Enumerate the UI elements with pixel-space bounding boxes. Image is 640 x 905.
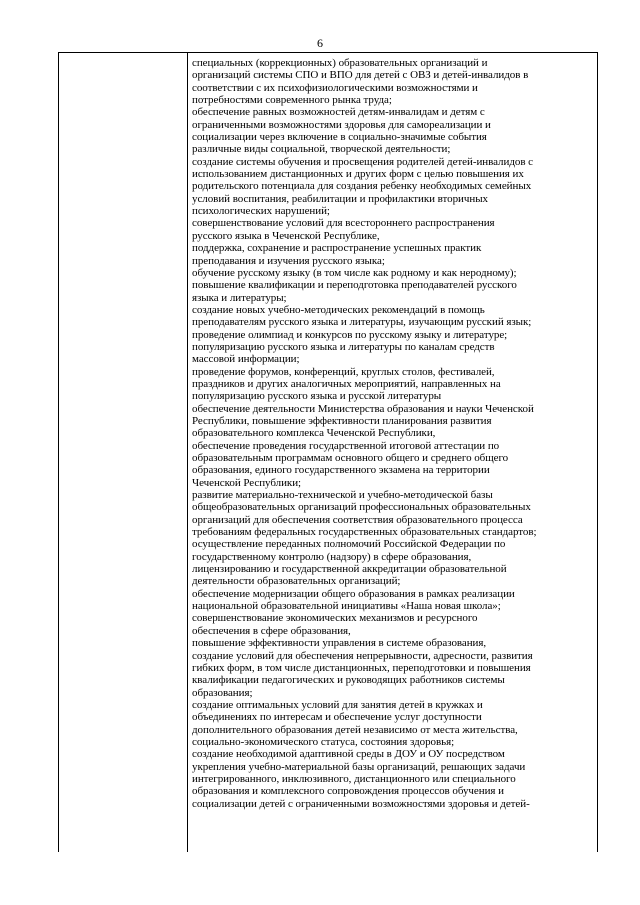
text-line: русского языка в Чеченской Республике, (192, 229, 380, 242)
text-line: совершенствование экономических механизмов и ресурсного (192, 612, 478, 625)
text-line: обеспечение равных возможностей детям-инвалидам и детям с (192, 106, 485, 119)
text-line: организаций системы СПО и ВПО для детей с ОВЗ и детей-инвалидов в (192, 69, 529, 82)
text-line: ограниченными возможностями здоровья для самореализации и (192, 118, 491, 131)
text-line: образования и комплексного сопровождения процессов обучения и (192, 785, 504, 798)
text-line: создание необходимой адаптивной среды в ДОУ и ОУ посредством (192, 748, 505, 761)
text-line: укрепления учебно-материальной базы организаций, решающих задачи (192, 760, 526, 773)
text-line: развитие материально-технической и учебно-методической базы (192, 489, 493, 502)
text-line: обеспечение проведения государственной итоговой аттестации по (192, 439, 500, 452)
table-text-column (192, 57, 597, 810)
text-line: специальных (коррекционных) образовательных организаций и (192, 57, 488, 69)
text-line: социализации через включение в социально-значимые события (192, 131, 487, 144)
text-line: организаций для обеспечения соответствия образовательного процесса (192, 513, 523, 526)
text-line: массовой информации; (192, 353, 300, 366)
text-line: требованиям федеральных государственных образовательных стандартов; (192, 526, 537, 539)
text-line: обеспечения в сфере образования, (192, 624, 351, 637)
text-line: осуществление переданных полномочий Российской Федерации по (192, 538, 506, 551)
text-line: обеспечение модернизации общего образования в рамках реализации (192, 587, 515, 600)
text-line: Чеченской Республики; (192, 476, 302, 489)
text-line: обеспечение деятельности Министерства образования и науки Чеченской (192, 402, 534, 415)
text-line: повышение квалификации и переподготовка преподавателей русского (192, 279, 517, 292)
text-line: образовательным программам основного общего и среднего общего (192, 452, 509, 464)
text-line: проведение форумов, конференций, круглых столов, фестивалей, (192, 365, 495, 378)
text-line: соответствии с их психофизиологическими возможностями и (192, 81, 478, 94)
text-line: создание системы обучения и просвещения родителей детей-инвалидов с (192, 155, 533, 168)
text-line: условий воспитания, реабилитации и профилактики вторичных (192, 192, 488, 205)
text-line: потребностями современного рынка труда; (192, 94, 392, 107)
text-line: использованием дистанционных и других форм с целью повышения их (192, 168, 524, 181)
text-line: создание оптимальных условий для занятия детей в кружках и (192, 698, 483, 711)
text-line: национальной образовательной инициативы «Наша новая школа»; (192, 600, 501, 613)
text-line: поддержка, сохранение и распространение успешных практик (192, 242, 482, 255)
text-line: Республики, повышение эффективности планирования развития (192, 414, 492, 427)
text-line: квалификации педагогических и руководящих работников системы (192, 674, 505, 687)
text-line: создание новых учебно-методических рекомендаций в помощь (192, 303, 485, 316)
text-line: популяризацию русского языка и литературы по каналам средств (192, 340, 495, 353)
text-line: преподавания и изучения русского языка; (192, 254, 385, 267)
text-line: языка и литературы; (192, 291, 287, 304)
text-line: образовательного комплекса Чеченской Республики, (192, 427, 436, 440)
text-line: проведение олимпиад и конкурсов по русскому языку и литературе; (192, 328, 508, 341)
text-line: социализации детей с ограниченными возможностями здоровья и детей- (192, 797, 530, 810)
text-line: совершенствование условий для всестороннего распространения (192, 217, 495, 230)
text-line: повышение эффективности управления в системе образования, (192, 637, 487, 650)
text-line: праздников и других аналогичных мероприятий, направленных на (192, 377, 501, 390)
text-line: интегрированного, инклюзивного, дистанционного или специального (192, 772, 516, 785)
text-line: преподавателям русского языка и литературы, изучающим русский язык; (192, 316, 532, 329)
text-line: образования; (192, 686, 253, 699)
text-line: социально-экономического статуса, состояния здоровья; (192, 735, 455, 748)
text-line: обучение русскому языку (в том числе как родному и как неродному); (192, 266, 517, 279)
text-line: родительского потенциала для создания ребенку необходимых семейных (192, 180, 532, 193)
page-number: 6 (317, 36, 323, 50)
text-line: психологических нарушений; (192, 205, 330, 218)
text-line: дополнительного образования детей независимо от места жительства, (192, 723, 518, 736)
text-line: объединениях по интересам и обеспечение услуг доступности (192, 711, 482, 724)
text-line: различные виды социальной, творческой деятельности; (192, 143, 451, 156)
document-table (58, 52, 598, 852)
text-line: общеобразовательных организаций профессиональных образовательных (192, 501, 531, 514)
text-line: образования, единого государственного экзамена на территории (192, 464, 490, 477)
text-line: популяризацию русского языка и русской литературы (192, 390, 442, 403)
table-left-column (59, 53, 188, 852)
text-line: создание условий для обеспечения непрерывности, адресности, развития (192, 649, 533, 662)
text-line: гибких форм, в том числе дистанционных, переподготовки и повышения (192, 661, 531, 674)
text-line: лицензированию и государственной аккредитации образовательной (192, 563, 507, 576)
text-line: государственному контролю (надзору) в сфере образования, (192, 550, 472, 563)
text-line: деятельности образовательных организаций; (192, 575, 401, 588)
